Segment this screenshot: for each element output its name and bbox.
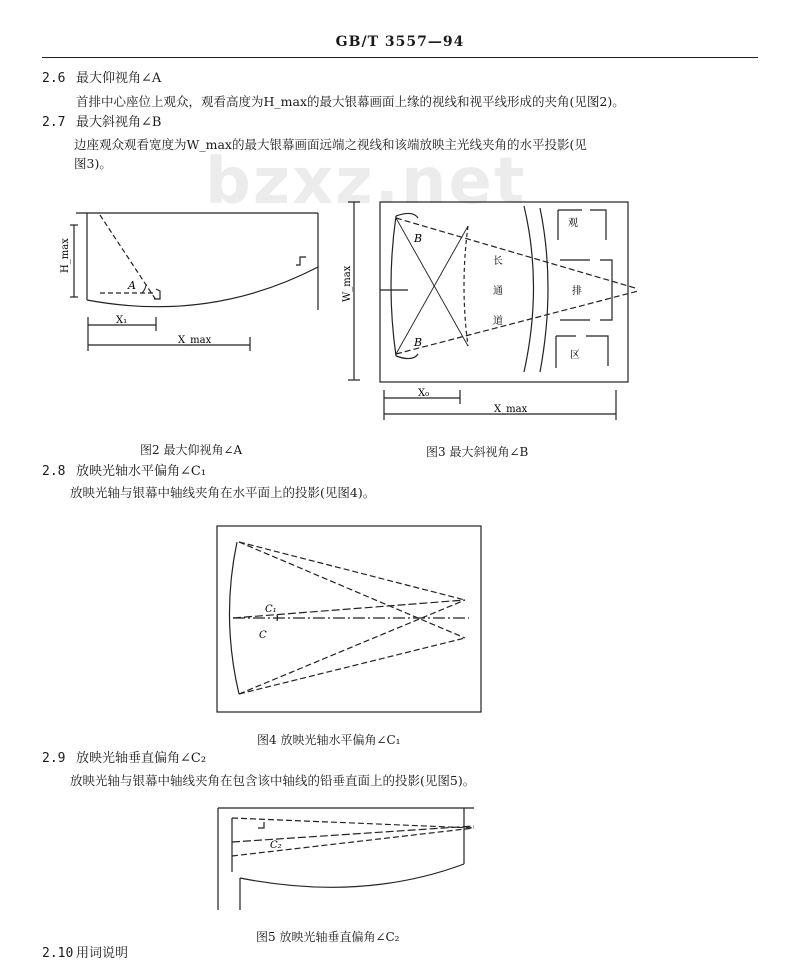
section-number: 2.9 — [42, 751, 66, 766]
floor-curve — [87, 267, 318, 307]
figure-2-diagram — [60, 205, 330, 355]
label-aisle-1: 长 — [493, 256, 503, 267]
section-number: 2.6 — [42, 71, 66, 86]
section-title: 放映光轴垂直偏角∠C₂ — [76, 751, 207, 766]
section-2-8-body: 放映光轴与银幕中轴线夹角在水平面上的投影(见图4)。 — [70, 485, 376, 500]
figure-5-diagram — [212, 802, 480, 914]
label-area-bottom: 区 — [570, 350, 580, 361]
section-2-9-body: 放映光轴与银幕中轴线夹角在包含该中轴线的铅垂直面上的投影(见图5)。 — [70, 773, 476, 788]
standard-header: GB/T 3557—94 — [335, 34, 465, 50]
figure-3-diagram — [338, 196, 638, 424]
header-rule — [42, 57, 758, 58]
label-area-top: 观 — [568, 218, 578, 229]
label-angle-b-top: B — [414, 232, 423, 245]
label-h-max: H_max — [60, 238, 71, 273]
label-aisle-2: 通 — [493, 286, 503, 297]
figure-2-caption: 图2 最大仰视角∠A — [140, 443, 243, 457]
label-x1: X₁ — [116, 315, 128, 326]
section-title: 最大斜视角∠B — [76, 115, 162, 130]
section-2-6-body: 首排中心座位上观众，观看高度为H_max的最大银幕画面上缘的视线和视平线形成的夹角(见图2)。 — [76, 94, 625, 109]
label-c2: C₂ — [270, 840, 282, 851]
figure-5-caption: 图5 放映光轴垂直偏角∠C₂ — [256, 930, 400, 944]
section-2-7-body-line2: 图3)。 — [74, 156, 112, 171]
figure-3-caption: 图3 最大斜视角∠B — [426, 445, 529, 459]
label-x-max: X_max — [178, 335, 212, 346]
section-2-8-heading — [42, 463, 206, 481]
screen-left-curve — [391, 216, 396, 356]
section-title: 放映光轴水平偏角∠C₁ — [76, 464, 207, 479]
section-number: 2.10 — [42, 946, 74, 961]
label-c1: C₁ — [265, 604, 277, 615]
section-2-7-heading — [42, 114, 161, 132]
section-number: 2.7 — [42, 115, 66, 130]
hall-outline — [217, 526, 481, 712]
section-title: 最大仰视角∠A — [76, 71, 162, 86]
section-number: 2.8 — [42, 464, 66, 479]
section-title: 用词说明 — [76, 946, 129, 961]
label-aisle-3: 道 — [493, 316, 503, 327]
section-2-6-heading — [42, 70, 161, 88]
floor-curve — [240, 864, 464, 887]
section-2-10-heading — [42, 945, 128, 963]
section-2-9-heading — [42, 750, 206, 768]
figure-4-diagram — [215, 524, 485, 716]
figure-4-caption: 图4 放映光轴水平偏角∠C₁ — [257, 733, 401, 747]
section-2-7-body-line1: 边座观众观看宽度为W_max的最大银幕画面远端之视线和该端放映主光线夹角的水平投影(见 — [74, 137, 587, 152]
label-c: C — [259, 630, 267, 641]
label-x-max: X_max — [494, 404, 528, 415]
label-area-middle: 排 — [572, 286, 582, 297]
label-angle-b-bottom: B — [414, 336, 423, 349]
label-w-max: W_max — [342, 265, 353, 302]
label-x0: X₀ — [418, 388, 430, 399]
label-angle-a: A — [128, 279, 136, 292]
watermark: bzxz.net — [205, 145, 527, 219]
